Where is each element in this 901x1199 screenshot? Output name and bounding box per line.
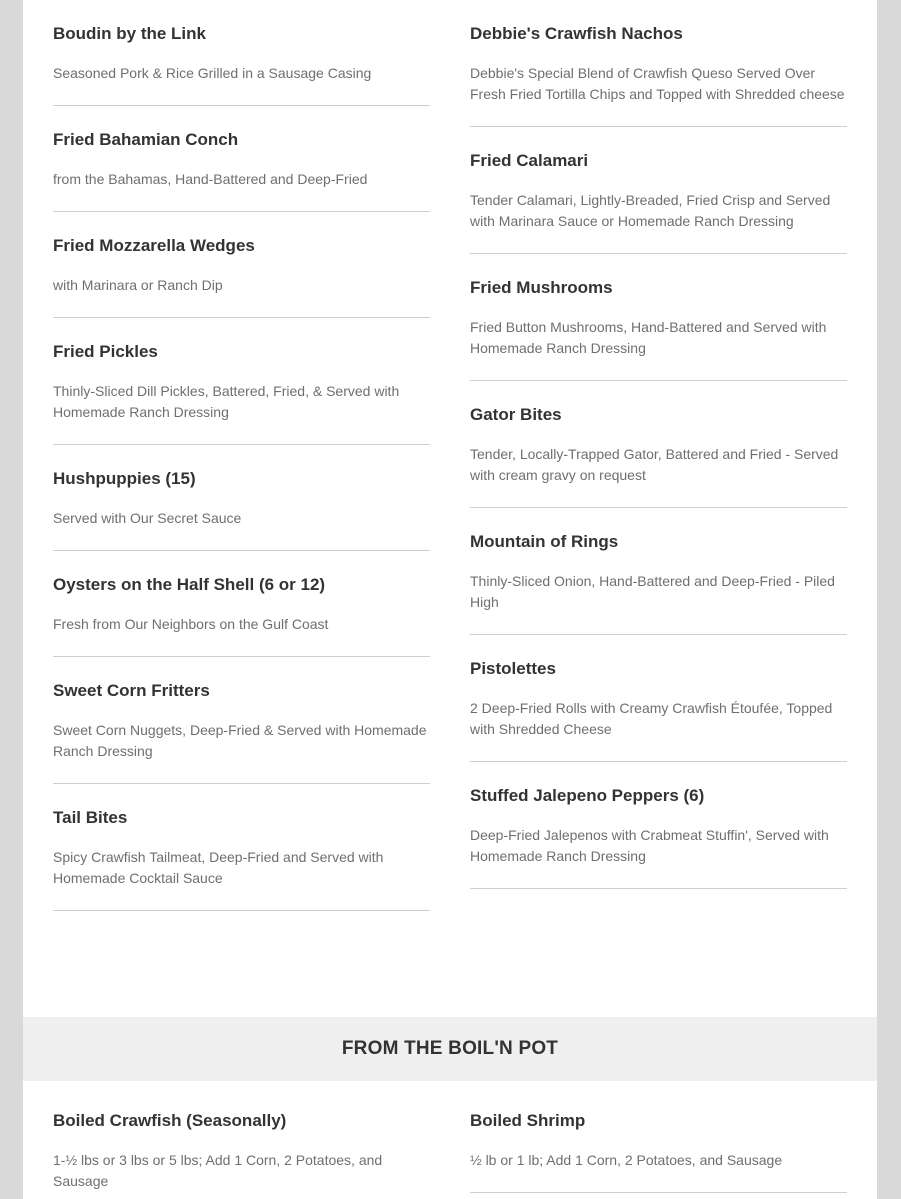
menu-item-name: Fried Mushrooms	[470, 278, 613, 297]
menu-item-description: Spicy Crawfish Tailmeat, Deep-Fried and Served with Homemade Cocktail Sauce	[53, 849, 384, 886]
menu-item-name: Fried Calamari	[470, 151, 589, 170]
menu-item	[53, 551, 430, 657]
menu-item	[470, 381, 847, 508]
appetizers-left-column	[53, 0, 430, 911]
menu-item	[470, 762, 847, 889]
menu-item-description: Fresh from Our Neighbors on the Gulf Coast	[53, 616, 329, 632]
menu-item-name: Pistolettes	[470, 659, 556, 678]
menu-item-name: Stuffed Jalepeno Peppers (6)	[470, 786, 705, 805]
menu-item-name: Oysters on the Half Shell (6 or 12)	[53, 575, 326, 594]
menu-item-name: Fried Mozzarella Wedges	[53, 236, 255, 255]
menu-item-description: Thinly-Sliced Dill Pickles, Battered, Fried, & Served with Homemade Ranch Dressing	[53, 383, 400, 420]
menu-item-description: Debbie's Special Blend of Crawfish Queso Served Over Fresh Fried Tortilla Chips and Topped with Shredded cheese	[470, 65, 845, 102]
menu-item	[53, 1087, 430, 1199]
appetizers-right-column	[470, 0, 847, 911]
menu-item	[470, 0, 847, 127]
menu-item-description: Tender, Locally-Trapped Gator, Battered and Fried - Served with cream gravy on request	[470, 446, 839, 483]
menu-item-description: Tender Calamari, Lightly-Breaded, Fried Crisp and Served with Marinara Sauce or Homemade Ranch Dressing	[470, 192, 831, 229]
menu-item	[53, 0, 430, 106]
menu-item	[470, 508, 847, 635]
section-banner	[23, 1017, 877, 1081]
menu-item-name: Boudin by the Link	[53, 24, 206, 43]
menu-item	[470, 254, 847, 381]
menu-item-name: Gator Bites	[470, 405, 562, 424]
menu-item	[53, 212, 430, 318]
menu-item-name: Boiled Crawfish (Seasonally)	[53, 1111, 287, 1130]
appetizers-grid	[53, 0, 847, 911]
menu-panel	[23, 0, 877, 1199]
boil-left-column	[53, 1087, 430, 1199]
menu-item-description: 2 Deep-Fried Rolls with Creamy Crawfish Étoufée, Topped with Shredded Cheese	[470, 700, 833, 737]
menu-item-name: Fried Pickles	[53, 342, 158, 361]
menu-item-description: ½ lb or 1 lb; Add 1 Corn, 2 Potatoes, and Sausage	[470, 1152, 783, 1168]
menu-item-name: Hushpuppies (15)	[53, 469, 196, 488]
menu-item-description: Deep-Fried Jalepenos with Crabmeat Stuffin', Served with Homemade Ranch Dressing	[470, 827, 829, 864]
menu-item-name: Mountain of Rings	[470, 532, 619, 551]
menu-item-description: from the Bahamas, Hand-Battered and Deep-Fried	[53, 171, 368, 187]
menu-item	[53, 318, 430, 445]
menu-item-description: Served with Our Secret Sauce	[53, 510, 242, 526]
menu-item-name: Boiled Shrimp	[470, 1111, 586, 1130]
boil-right-column	[470, 1087, 847, 1199]
menu-item-description: Fried Button Mushrooms, Hand-Battered and Served with Homemade Ranch Dressing	[470, 319, 827, 356]
menu-item-description: 1-½ lbs or 3 lbs or 5 lbs; Add 1 Corn, 2 Potatoes, and Sausage	[53, 1152, 383, 1189]
menu-item-description: Sweet Corn Nuggets, Deep-Fried & Served with Homemade Ranch Dressing	[53, 722, 427, 759]
menu-item-description: Thinly-Sliced Onion, Hand-Battered and Deep-Fried - Piled High	[470, 573, 835, 610]
menu-item-name: Tail Bites	[53, 808, 128, 827]
menu-item	[53, 657, 430, 784]
menu-item-name: Fried Bahamian Conch	[53, 130, 239, 149]
menu-item	[470, 1087, 847, 1193]
menu-item-name: Debbie's Crawfish Nachos	[470, 24, 683, 43]
section-title: FROM THE BOIL'N POT	[341, 1038, 559, 1059]
boil-grid	[53, 1087, 847, 1199]
menu-item-description: Seasoned Pork & Rice Grilled in a Sausage Casing	[53, 65, 372, 81]
menu-item	[470, 635, 847, 762]
menu-item-description: with Marinara or Ranch Dip	[53, 277, 223, 293]
menu-item	[53, 784, 430, 911]
menu-item	[470, 127, 847, 254]
menu-item-name: Sweet Corn Fritters	[53, 681, 210, 700]
menu-item	[53, 445, 430, 551]
menu-item	[53, 106, 430, 212]
